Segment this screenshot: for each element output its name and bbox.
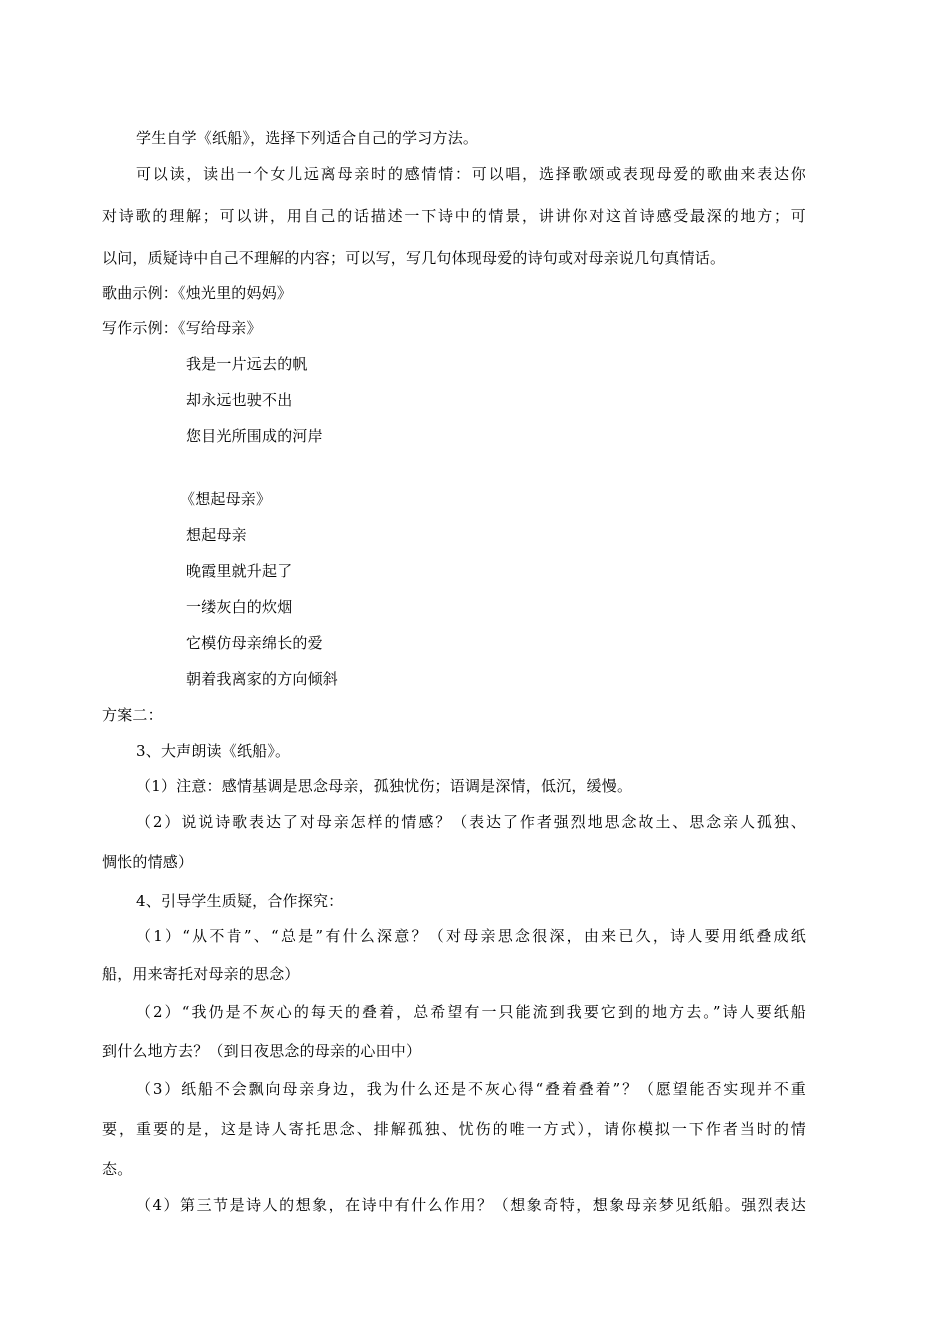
step-3: 3、大声朗读《纸船》。 [136, 742, 291, 760]
plan-two-heading: 方案二： [102, 706, 163, 724]
question-2-line-1: （2）“我仍是不灰心的每天的叠着，总希望有一只能流到我要它到的地方去。”诗人要纸船 [136, 1003, 806, 1021]
question-3-line-3: 态。 [102, 1160, 133, 1178]
writing-example: 写作示例：《写给母亲》 [102, 319, 262, 337]
song-example: 歌曲示例：《烛光里的妈妈》 [102, 284, 293, 302]
step-4: 4、引导学生质疑，合作探究： [136, 892, 344, 910]
poem1-line-2: 却永远也驶不出 [186, 391, 293, 409]
question-1-line-2: 船，用来寄托对母亲的思念） [102, 965, 300, 983]
poem2-line-1: 想起母亲 [186, 526, 247, 544]
poem1-line-1: 我是一片远去的帆 [186, 355, 308, 373]
step-3-item-1: （1）注意：感情基调是思念母亲，孤独忧伤；语调是深情，低沉，缓慢。 [136, 777, 633, 795]
question-3-line-2: 要，重要的是，这是诗人寄托思念、排解孤独、忧伤的唯一方式），请你模拟一下作者当时的情 [102, 1120, 806, 1138]
poem1-line-3: 您目光所围成的河岸 [186, 427, 323, 445]
methods-line-3: 以问，质疑诗中自己不理解的内容；可以写，写几句体现母爱的诗句或对母亲说几句真情话。 [102, 249, 726, 267]
step-3-item-2-line-2: 惆怅的情感） [102, 853, 194, 871]
question-2-line-2: 到什么地方去？（到日夜思念的母亲的心田中） [102, 1042, 422, 1060]
poem2-title: 《想起母亲》 [180, 490, 272, 508]
poem2-line-2: 晚霞里就升起了 [186, 562, 293, 580]
poem2-line-4: 它模仿母亲绵长的爱 [186, 634, 323, 652]
question-3-line-1: （3）纸船不会飘向母亲身边，我为什么还是不灰心得“叠着叠着”？（愿望能否实现并不重 [136, 1080, 806, 1098]
step-3-item-2-line-1: （2）说说诗歌表达了对母亲怎样的情感？（表达了作者强烈地思念故土、思念亲人孤独、 [136, 813, 806, 831]
methods-line-1: 可以读，读出一个女儿远离母亲时的感情情：可以唱，选择歌颂或表现母爱的歌曲来表达你 [136, 165, 806, 183]
question-4-line-1: （4）第三节是诗人的想象，在诗中有什么作用？（想象奇特，想象母亲梦见纸船。强烈表达 [136, 1196, 806, 1214]
poem2-line-3: 一缕灰白的炊烟 [186, 598, 293, 616]
methods-line-2: 对诗歌的理解；可以讲，用自己的话描述一下诗中的情景，讲讲你对这首诗感受最深的地方；可 [102, 207, 806, 225]
poem2-line-5: 朝着我离家的方向倾斜 [186, 670, 339, 688]
intro-paragraph: 学生自学《纸船》，选择下列适合自己的学习方法。 [136, 129, 479, 147]
question-1-line-1: （1）“从不肯”、“总是”有什么深意？（对母亲思念很深，由来已久，诗人要用纸叠成纸 [136, 927, 806, 945]
